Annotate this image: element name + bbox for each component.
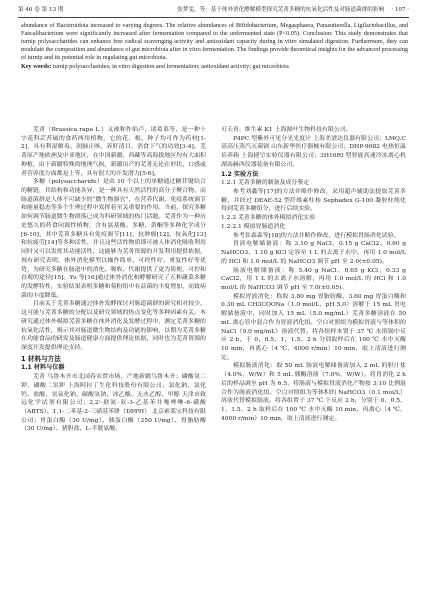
section-heading: 1 材料与方法: [21, 354, 61, 363]
page-number: · 107 ·: [391, 7, 409, 13]
subsection-heading: 1.2 实验方法: [221, 170, 259, 178]
abstract-body: abundance of Bacteroidota increased to varying degrees. The relative abundances of Bifidobacterium, Megasphaera, Parasutterella, Ligilactobacillus, and Faecalibacterium were significantly increased after fermentation compared to the unfermented state (P<0.05). Conclusion: This study demonstrates that turnip polysaccharides can enhance free radical scavenging activity and antioxidant capacity during in vitro simulated digestion. Furthermore, they can modulate the composition and abundance of gut microbiota after in vitro fermentation. The findings provide theoretical insights for the advanced processing of turnip and its potential role in regulating gut microbiota.: [21, 22, 409, 61]
body-paragraph: 模拟肠液消化：取 50 mL 肠液电解储备液加入 2 mL 的胆汁盐（4.0%，W/W）和 5 mL 胰酶溶液（7.0%，W/W）。将胃消化 2 h 后的样品调至 pH 为 6.5，将肠液与模拟胃液消化产物按 3:10 比例混合作为肠液消化组。空白对照组为等体积的 NaHCO3（0.1 mol/L）溶液代替模拟肠液。将各组置于 37 ℃ 下反应 2 h，分别于 0、0.5、1、1.5、2 h 取样后在 100 ℃ 水中灭酶 10 min，再离心（4 ℃、4000 r/min）10 min，取上清液进行测定。: [221, 362, 406, 422]
subsubsection-heading: 1.2.1 芜菁多糖的制备及成分鉴定: [221, 179, 310, 187]
left-column: [21, 126, 206, 598]
running-title-text: 张梦雯，等：基于体外消化酵解模型探究芜菁多糖的抗氧化活性及对肠道菌群的影响: [177, 7, 385, 13]
body-paragraph: 目前关于芜菁多糖通过体外发酵探讨对肠道菌群的研究相对较少，这可能与芜菁多糖的分配以及研究领域的热点变化等多种因素有关。本研究通过体外模拟芜菁多糖在体外消化及发酵过程中，测定芜菁多糖的抗氧化活性，揭示其对肠道微生物结构及功能的影响，以期为芜菁多糖在功能食品的研发及肠道健康方面提供理论依据，同时也为芜菁资源的深度开发提供理论支持。: [21, 300, 206, 351]
body-paragraph: 多糖（polysaccharide）是由 10 个以上的单糖通过糖苷键结合的糖链，其结构和功能各异，是一种具有天然活性的高分子聚合物。而肠道菌群是人体不可缺少的“微生物器官”，在营养代谢、免疫系统调节和能量稳态等多个生理过程中发挥着至关重要的作用。当前，探究多糖如何调节肠道微生物群落已成为科研领域的热门话题。芜菁作为一种历史悠久的药食同源性植物，含有氨基酸、多糖、黄酮等多种化学成分[6-10]，其中芜菁多糖具有免疫调节[11]、抗肿瘤[12]、抗氧化[13]和抗疲劳[14]等多种活性，并且这些活性物质即可被人体消化吸收利用同时又可以发挥其功能活性，这能够为芜菁资源的开发利用提供依据。现有研究表明，体外消化模型以操作简单、可控性好、重复性好等优势，为研究多糖在肠道中的消化、吸收、代谢提供了更为简便、可控和直观的途径[15]。Yu 等[16]通过体外消化和酵解研究了五种蔬菜多糖的发酵特性，实验结果表明多糖和菊粉组中有益菌的丰度增加，而致病菌的丰度降低。: [21, 178, 206, 299]
body-paragraph: 刃天青、维生素 K1 上海源叶生物科技有限公司。: [221, 126, 352, 133]
english-abstract: [21, 22, 408, 70]
keywords-text: turnip polysaccharides; in vitro digestion and fermentation; antioxidant activity; gut microbiota: [52, 62, 289, 70]
right-column: [221, 126, 406, 598]
running-title: [177, 5, 409, 16]
keywords-line: [21, 63, 408, 71]
body-paragraph: P4PC 型紫外可见分光光度计 上海美谱达仪器有限公司；LMQ.C 基高压蒸汽灭菌锅 山东新华医疗器械有限公司；DHP-9082 电热恒温培养箱 上海捷呈实验仪器有限公司；3H16RI 型智能高速冷冻离心机 湖南赫西仪器装备有限公司。: [221, 134, 406, 168]
subsubsection-heading: 1.2.2.1 模拟胃肠道消化: [221, 222, 286, 230]
header-rule: [18, 17, 409, 18]
body-paragraph: 芜菁 乌鲁木齐市北园春农贸市场，产地新疆乌鲁木齐；磷酸氢二钾、磷酸二氢钾 上海阿拉丁生化科技股份有限公司；氯化钠、氯化钙、盐酸、氢氧化钠、碳酸氢钠、冰乙酸、无水乙醇、甲醇 天津市致远化学试剂有限公司；2,2'-联氮-双-3-乙基苯并噻唑啉-6-磺酸（ABTS）、1,1-二苯基-2-三硝基苯肼（DPPH） 北京索莱宝科技有限公司；胃蛋白酶（30 U/mg）、胰蛋白酶（250 U/mg）、胃脂肪酶（30 U/mg）、猪胆盐、L-半胱氨酸、: [21, 373, 206, 433]
body-paragraph: 模拟胃液消化：称取 3.80 mg 胃脂肪酶、3.60 mg 胃蛋白酶和 0.30 mL CH3COONa（1.0 mol/L，pH 5.0）溶解于 15 mL 胃电解储备液中，同时加入 15 mL（5.0 mg/mL）芜菁多糖溶液在 50 mL 离心管中混合作为胃液消化组。空白对照组为模拟胃液与等体积的 NaCl（9.0 mg/mL）溶液代替。将各组样本置于 37 ℃ 水浴锅中反应 2 h，于 0、0.5、1、1.5、2 h 分别取样后在 100 ℃ 水中灭酶 10 min，再离心（4 ℃、4000 r/min）10 min，取上清液进行测定。: [221, 292, 406, 361]
subsection-heading: 1.1 材料与仪器: [21, 364, 65, 372]
keywords-label: Key words:: [21, 62, 52, 70]
body-paragraph: 芜菁（Brassica rapa L.）又被称作焰卢，诸葛菜等，是一种十字花科芸苔属的食药两用植物，它的花、根、种子均可作为药材[1-2]，具有利湿解毒、润肺止咳、养肝清目、消食下气的功效[3-4]。芜菁原产地欧洲及中亚地区，在中国新疆、西藏等高海拔地区均有大面积种植，由于新疆特殊的地理气候，新疆出产的芜菁无论在形状、口感或者营养度方面都是上等，具有很大的开发潜力[5-6]。: [21, 126, 206, 177]
body-paragraph: 胃液电解储备液：称 3.10 g NaCl、0.15 g CaCl2、0.60 g NaHCO3、1.10 g KCl 定容至 1 L 的去离子水中。再用 1.0 mol/L 的 HCl 和 1.0 mol/L 的 NaHCO3 调节 pH 至 2.0(±0.05)。: [221, 240, 406, 265]
running-header: [18, 5, 409, 16]
body-paragraph: 参考张森森等[18]的方法并略作修改，进行模拟胃肠消化试验。: [233, 231, 400, 239]
body-paragraph: 参考刘鑫等[17]的方法并略作修改，采用超声辅助法提取芜菁多糖，并经过 DEAE-52 型纤维素柱和 Sephadex G-100 凝胶柱纯化得到芜菁多糖组分，进行后续实验。: [221, 188, 406, 213]
volume-issue: 第 46 卷 第 13 期: [18, 7, 64, 13]
body-paragraph: 肠液电解储备液：称 5.40 g NaCl、0.65 g KCl、0.33 g CaCl2，用 1 L 的去离子水溶解，再用 1.0 mol/L 的 HCl 和 1.0 mol/L 的 NaHCO3 调节 pH 至 7.0(±0.05)。: [221, 266, 406, 291]
subsubsection-heading: 1.2.2 芜菁多糖的体外模拟消化实验: [221, 214, 316, 222]
